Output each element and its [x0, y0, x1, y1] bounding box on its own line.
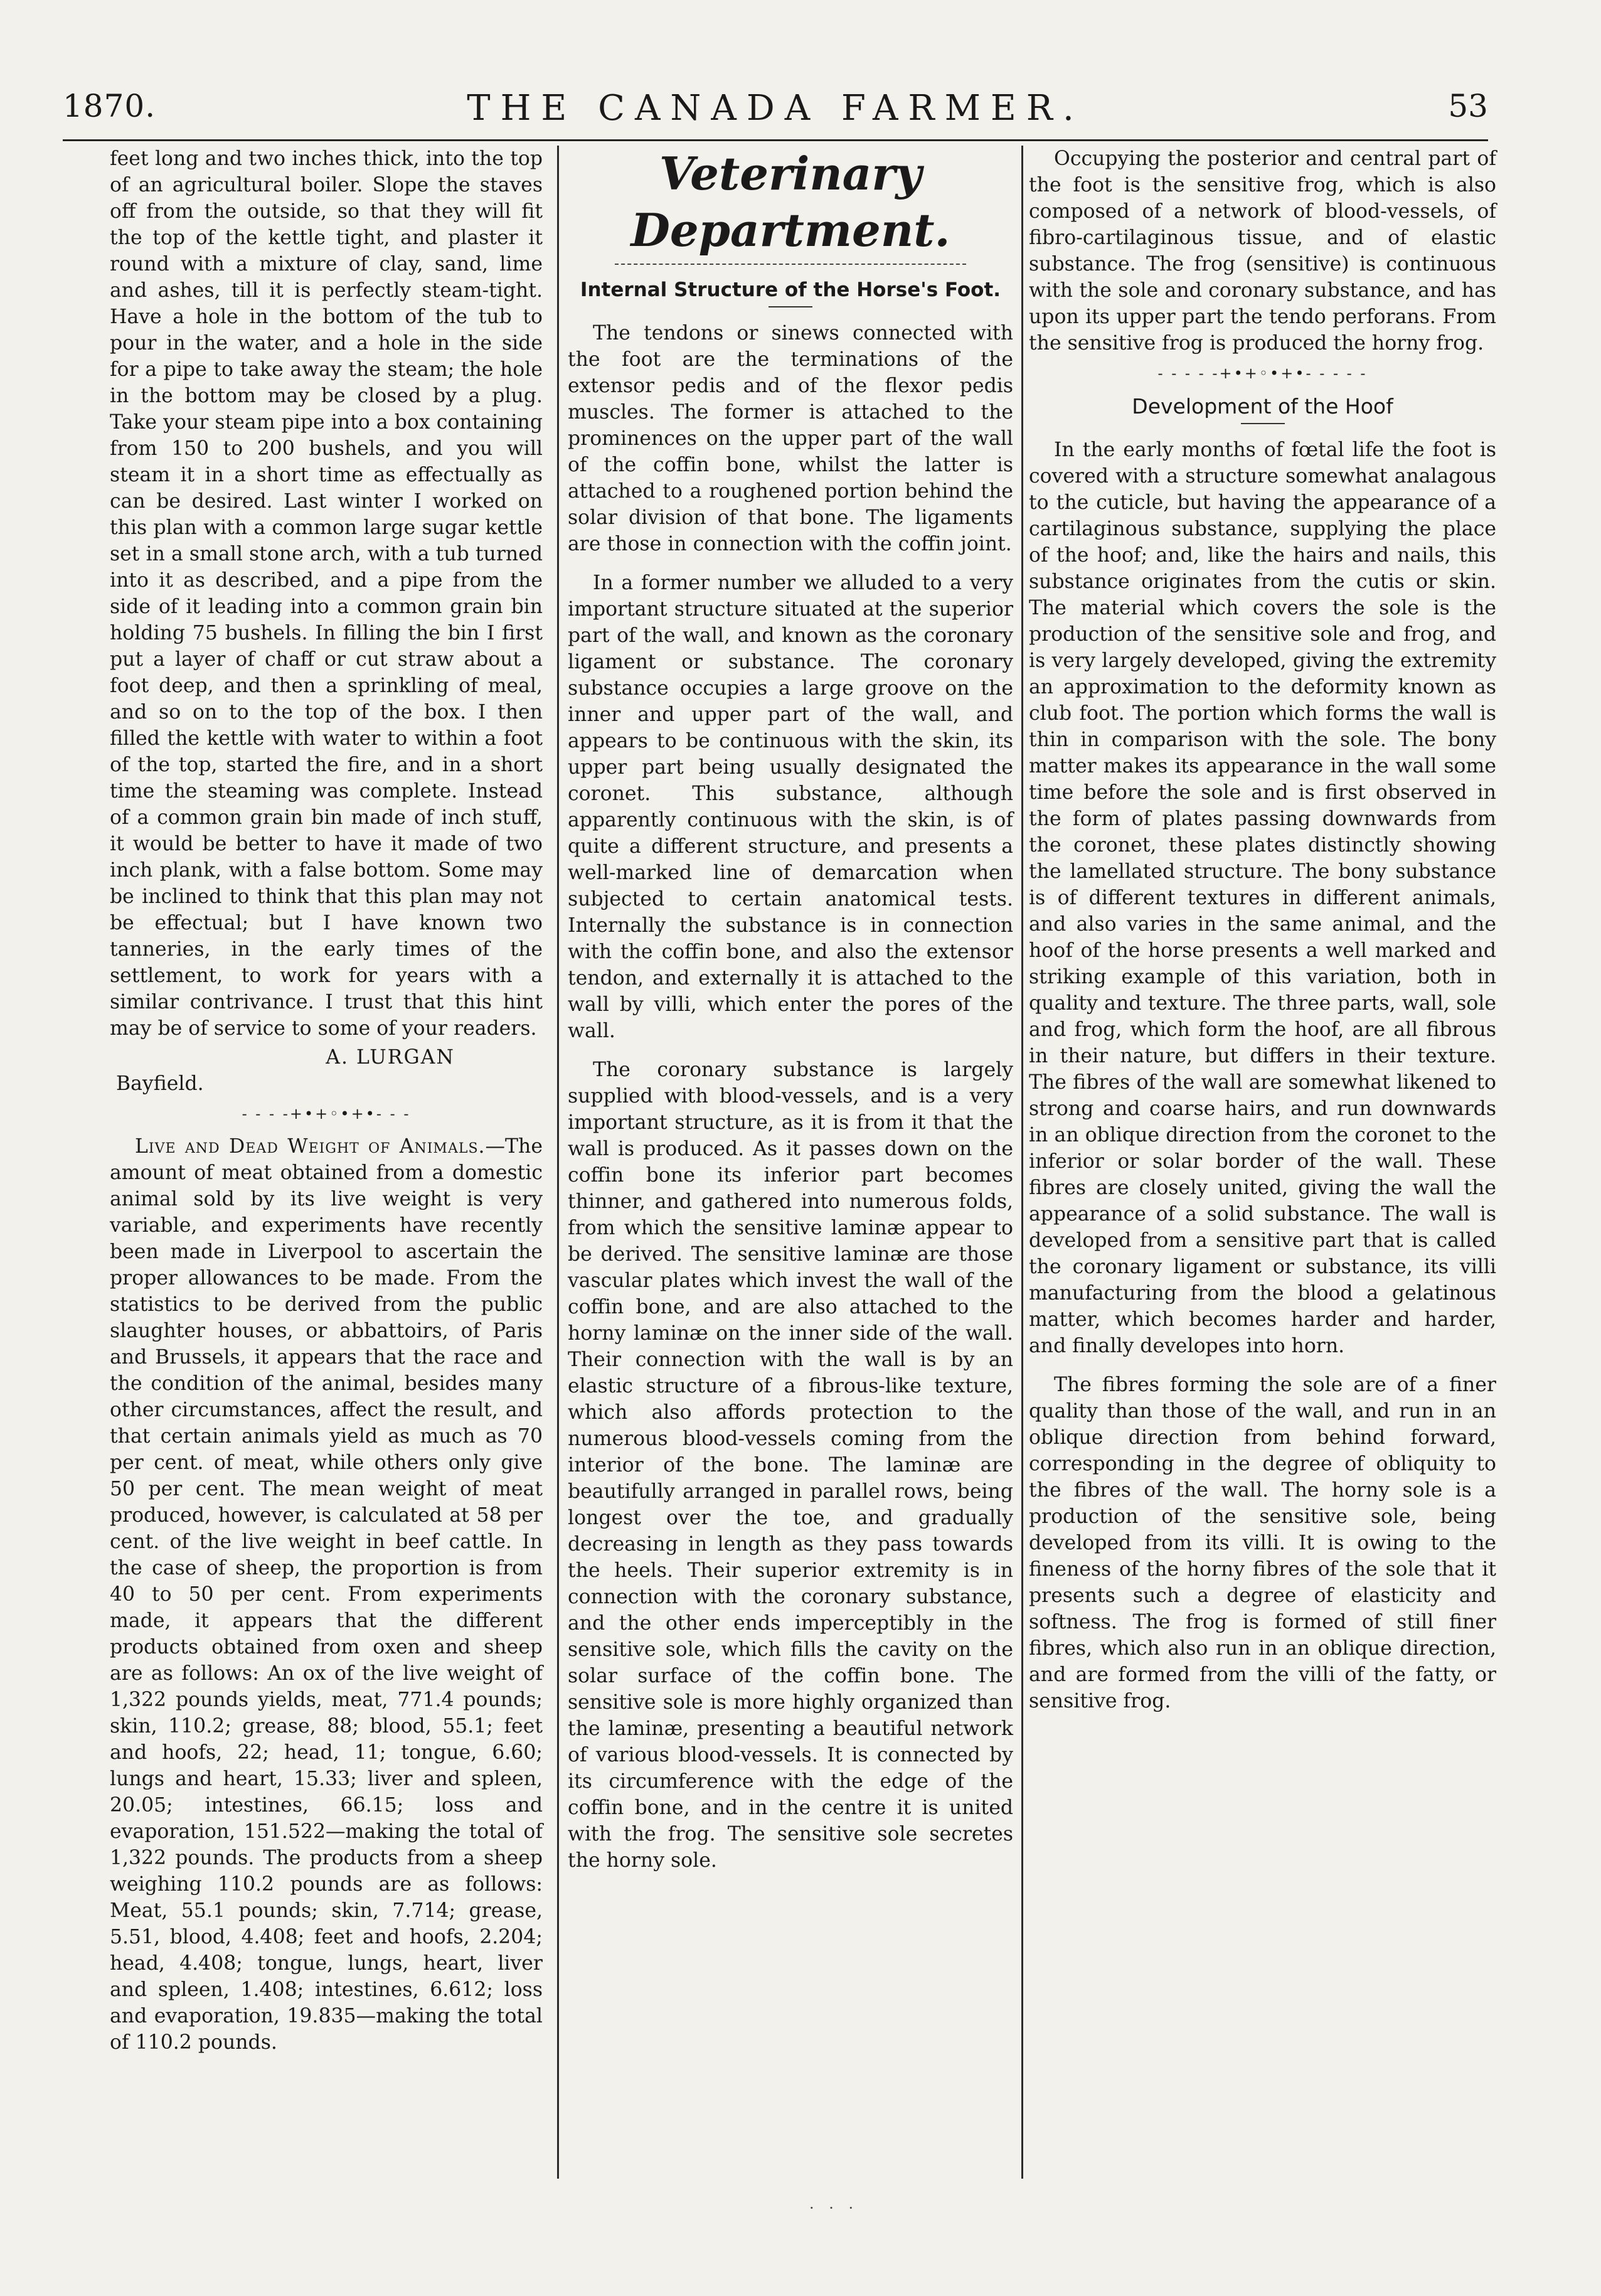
department-rule [615, 264, 966, 265]
section-divider: - - - - -+•+◦•+•- - - - - [1157, 365, 1368, 382]
section-divider: - - - -+•+◦•+•- - - [242, 1105, 411, 1123]
column-2 [568, 146, 1013, 1874]
masthead-rule [63, 139, 1488, 141]
column-1 [110, 146, 543, 2056]
letter-signature: A. LURGAN [326, 1046, 455, 1069]
article-heading-hoof: Development of the Hoof [1132, 394, 1393, 419]
paragraph: In a former number we alluded to a very important structure situated at the superior part of the wall, and known as the coronary ligament or substance. The coronary substance occupies a large groove on the inner and upper part of the wall, and appears to be continuous with the skin, its upper part being usually designated the coronet. This substance, although apparently continuous with the skin, is of quite a different structure, and presents a well-marked line of demarcation when subjected to certain anatomical tests. Internally the substance is in connection with the coffin bone, and also the extensor tendon, and externally it is attached to the wall by villi, which enter the pores of the wall. [568, 572, 1013, 1042]
page-number: 53 [1448, 88, 1488, 124]
column-rule-1 [557, 146, 559, 2179]
heading-rule [769, 306, 812, 307]
column-3 [1029, 146, 1496, 1714]
paragraph: The tendons or sinews connected with the foot are the terminations of the extensor pedis and of the flexor pedis muscles. The former is attached to the prominences on the upper part of the wall of the coffin bone, whilst the latter is attached to a roughened portion behind the solar division of that bone. The ligaments are those in connection with the coffin joint. [568, 322, 1013, 555]
paragraph: Occupying the posterior and central part of the foot is the sensitive frog, which is also composed of a network of blood-vessels, of fibro-cartilaginous tissue, and of elastic substance. The frog (sensitive) is continuous with the sole and coronary substance, and has upon its upper part the tendo perforans. From the sensitive frog is produced the horny frog. [1029, 147, 1496, 355]
heading-rule [1241, 423, 1285, 424]
paragraph: In the early months of fœtal life the foot is covered with a structure somewhat analagous to the cuticle, but having the appearance of a cartilaginous substance, supplying the place of the hoof; and, like the hairs and nails, this substance originates from the cutis or skin. The material which covers the sole is the production of the sensitive sole and frog, and is very largely developed, giving the extremity an approximation to the deformity known as club foot. The portion which forms the wall is thin in comparison with the sole. The bony matter makes its appearance in the wall some time before the sole and is first observed in the form of plates passing downwards from the coronet, these plates distinctly showing the lamellated structure. The bony substance is of different textures in different animals, and also varies in the same animal, and the hoof of the horse presents a well marked and striking example of this variation, both in quality and texture. The three parts, wall, sole and frog, which form the hoof, are all fibrous in their nature, but differs in their texture. The fibres of the wall are somewhat likened to strong and coarse hairs, and run downwards in an oblique direction from the coronet to the inferior or solar border of the wall. These fibres are closely united, giving the wall the appearance of a solid substance. The wall is developed from a sensitive part that is called the coronary ligament or substance, its villi manufacturing from the blood a gelatinous matter, which becomes harder and harder, and finally developes into horn. [1029, 439, 1496, 1357]
paragraph: The coronary substance is largely supplied with blood-vessels, and is a very important structure, as it is from it that the wall is produced. As it passes down on the coffin bone its inferior part becomes thinner, and gathered into numerous folds, from which the sensitive laminæ appear to be derived. The sensitive laminæ are those vascular plates which invest the wall of the coffin bone, and are also attached to the horny laminæ on the inner side of the wall. Their connection with the wall is by an elastic structure of a fibrous-like texture, which also affords protection to the numerous blood-vessels coming from the interior of the bone. The laminæ are beautifully arranged in parallel rows, being longest over the toe, and gradually decreasing in length as they pass towards the heels. Their superior extremity is in connection with the coronary substance, and the other ends imperceptibly in the sensitive sole, which fills the cavity on the solar surface of the coffin bone. The sensitive sole is more highly organized than the laminæ, presenting a beautiful network of various blood-vessels. It is connected by its circumference with the edge of the coffin bone, and in the centre it is united with the frog. The sensitive sole secretes the horny sole. [568, 1059, 1013, 1872]
article-body: —The amount of meat obtained from a domestic animal sold by its live weight is very variable, and experiments have recently been made in Liverpool to ascertain the proper allowances to be made. From the statistics to be derived from the public slaughter houses, or abbattoirs, of Paris and Brussels, it appears that the race and the condition of the animal, besides many other circumstances, affect the result, and that certain animals yield as much as 70 per cent. of meat, while others only give 50 per cent. The mean weight of meat produced, however, is calculated at 58 per cent. of the live weight in beef cattle. In the case of sheep, the proportion is from 40 to 50 per cent. From experiments made, it appears that the different products obtained from oxen and sheep are as follows: An ox of the live weight of 1,322 pounds yields, meat, 771.4 pounds; skin, 110.2; grease, 88; blood, 55.1; feet and hoofs, 22; head, 11; tongue, 6.60; lungs and heart, 15.33; liver and spleen, 20.05; intestines, 66.15; loss and evaporation, 151.522—making the total of 1,322 pounds. The products from a sheep weighing 110.2 pounds are as follows: Meat, 55.1 pounds; skin, 7.714; grease, 5.51, blood, 4.408; feet and hoofs, 2.204; head, 4.408; tongue, lungs, heart, liver and spleen, 1.408; intestines, 6.612; loss and evaporation, 19.835—making the total of 110.2 pounds. [110, 1135, 543, 2054]
masthead [63, 88, 1488, 132]
article-lead: Live and Dead Weight of Animals. [135, 1135, 486, 1158]
article-heading-horse-foot: Internal Structure of the Horse's Foot. [580, 279, 1001, 301]
print-smudge: · · · [809, 2199, 859, 2217]
letter-place: Bayfield. [116, 1072, 204, 1095]
paragraph: The fibres forming the sole are of a finer quality than those of the wall, and run in an oblique direction from behind forward, corresponding in the degree of obliquity to the fibres of the wall. The horny sole is a production of the sensitive sole, being developed from its villi. It is owing to the fineness of the horny fibres of the sole that it presents such a degree of elasticity and softness. The frog is formed of still finer fibres, which also run in an oblique direction, and are formed from the villi of the fatty, or sensitive frog. [1029, 1374, 1496, 1712]
masthead-title: THE CANADA FARMER. [467, 88, 1084, 129]
department-title: Veterinary Department. [630, 147, 950, 257]
article-live-dead-weight [110, 1133, 543, 2056]
column-rule-2 [1021, 146, 1023, 2179]
masthead-year: 1870. [63, 88, 156, 124]
letter-body: feet long and two inches thick, into the top of an agricultural boiler. Slope the staves off from the outside, so that they will fit the top of the kettle tight, and plaster it round with a mixture of clay, sand, lime and ashes, till it is perfectly steam-tight. Have a hole in the bottom of the tub to pour in the water, and a hole in the side for a pipe to take away the steam; the hole in the bottom may be closed by a plug. Take your steam pipe into a box containing from 150 to 200 bushels, and you will steam it in a short time as effectually as can be desired. Last winter I worked on this plan with a common large sugar kettle set in a small stone arch, with a tub turned into it as described, and a pipe from the side of it leading into a common grain bin holding 75 bushels. In filling the bin I first put a layer of chaff or cut straw about a foot deep, and then a sprinkling of meal, and so on to the top of the box. I then filled the kettle with water to within a foot of the top, started the fire, and in a short time the steaming was complete. Instead of a common grain bin made of inch stuff, it would be better to have it made of two inch plank, with a false bottom. Some may be inclined to think that this plan may not be effectual; but I have known two tanneries, in the early times of the settlement, to work for years with a similar contrivance. I trust that this hint may be of service to some of your readers. [110, 147, 543, 1040]
